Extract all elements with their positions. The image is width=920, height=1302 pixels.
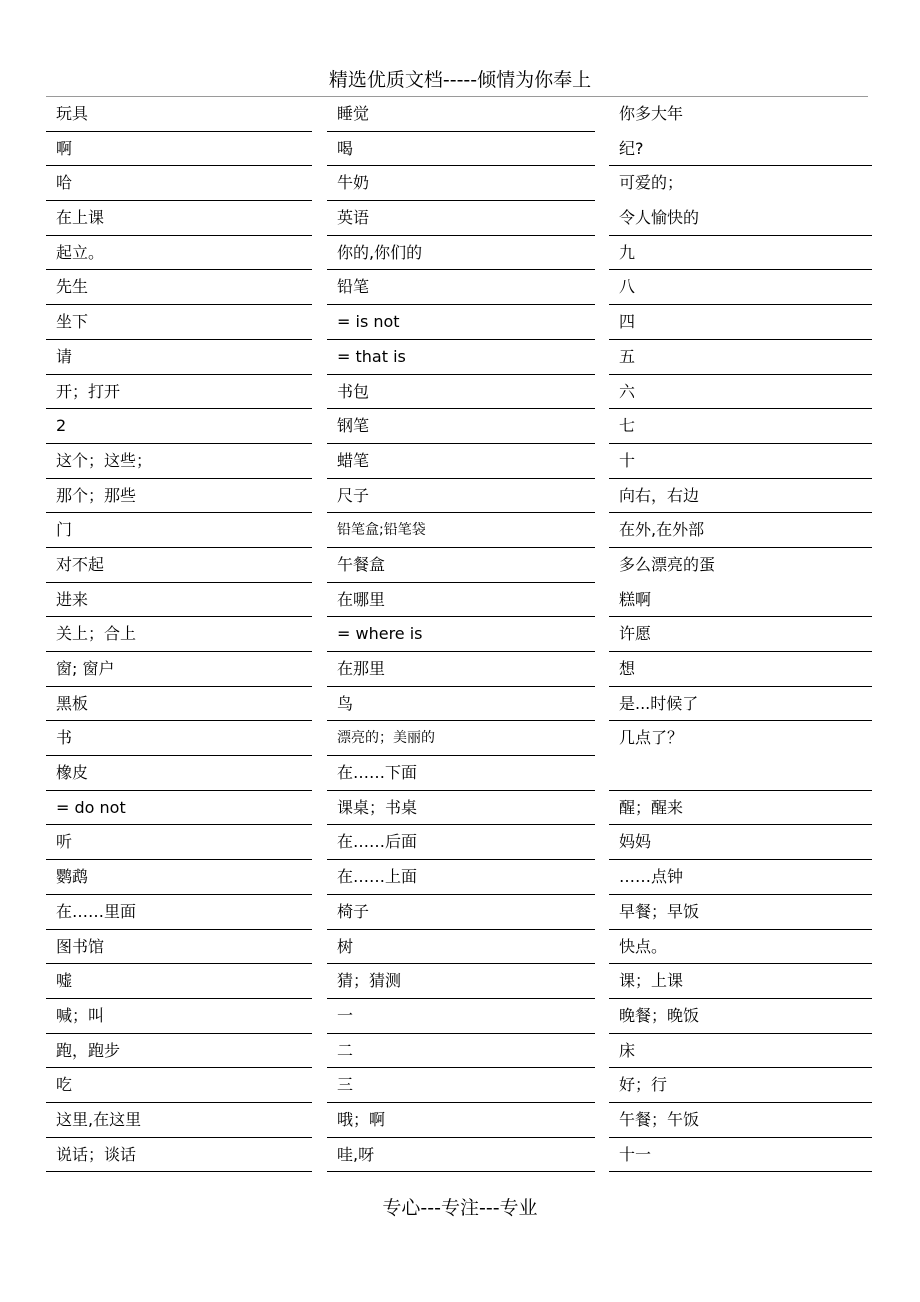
vocab-cell: 关上；合上 [46, 617, 312, 652]
vocab-cell: 哇,呀 [327, 1138, 595, 1173]
vocab-cell: 多么漂亮的蛋 [619, 554, 716, 574]
vocab-cell: 椅子 [327, 895, 595, 930]
vocab-cell: 蜡笔 [327, 444, 595, 479]
vocab-cell: 喝 [327, 132, 595, 167]
vocab-cell: 门 [46, 513, 312, 548]
vocab-cell: 铅笔 [327, 270, 595, 305]
vocab-cell: 树 [327, 930, 595, 965]
vocab-cell: 床 [609, 1034, 872, 1069]
vocab-cell: 纪? [609, 132, 872, 167]
vocab-cell: 先生 [46, 270, 312, 305]
vocab-cell: 鹦鹉 [46, 860, 312, 895]
vocab-cell: 午餐盒 [327, 548, 595, 583]
vocab-cell: 在……上面 [327, 860, 595, 895]
vocab-cell: 2 [46, 409, 312, 444]
vocab-cell: 开；打开 [46, 375, 312, 410]
vocab-cell: 在……下面 [327, 756, 595, 791]
vocab-column-1 [46, 97, 312, 1172]
vocab-cell: 进来 [46, 583, 312, 618]
vocab-cell: 在……里面 [46, 895, 312, 930]
vocab-cell: 糕啊 [609, 583, 872, 618]
vocab-cell: 钢笔 [327, 409, 595, 444]
vocab-cell: 课桌；书桌 [327, 791, 595, 826]
vocab-cell: 这个；这些； [46, 444, 312, 479]
vocab-cell: = where is [327, 617, 595, 652]
vocab-cell: 跑，跑步 [46, 1034, 312, 1069]
vocab-cell: 猜；猜测 [327, 964, 595, 999]
vocab-cell: 那个；那些 [46, 479, 312, 514]
vocab-cell: 想 [609, 652, 872, 687]
vocab-cell: 睡觉 [327, 97, 595, 132]
vocab-cell: 九 [609, 236, 872, 271]
vocab-cell: 可爱的； [619, 173, 684, 193]
vocab-cell: 漂亮的；美丽的 [327, 721, 595, 756]
vocab-cell: = do not [46, 791, 312, 826]
vocab-cell: 对不起 [46, 548, 312, 583]
vocab-cell: 吃 [46, 1068, 312, 1103]
vocab-cell: 你多大年 [619, 104, 684, 123]
vocab-cell: 一 [327, 999, 595, 1034]
vocab-cell: 向右，右边 [609, 479, 872, 514]
vocab-cell: 七 [609, 409, 872, 444]
vocab-cell: 说话；谈话 [46, 1138, 312, 1173]
vocab-cell: 好；行 [609, 1068, 872, 1103]
vocab-cell: 在……后面 [327, 825, 595, 860]
page-footer: 专心---专注---专业 [382, 1197, 538, 1219]
vocab-cell: 晚餐；晚饭 [609, 999, 872, 1034]
vocab-cell: 令人愉快的 [609, 201, 872, 236]
vocab-cell: 哈 [46, 166, 312, 201]
vocab-cell: 十 [609, 444, 872, 479]
vocab-cell: 英语 [327, 201, 595, 236]
vocab-cell: 请 [46, 340, 312, 375]
vocab-cell: 嘘 [46, 964, 312, 999]
vocab-column-3 [609, 97, 872, 1172]
vocab-cell: 图书馆 [46, 930, 312, 965]
vocab-cell: 十一 [609, 1138, 872, 1173]
vocab-cell: 三 [327, 1068, 595, 1103]
vocab-cell: 书包 [327, 375, 595, 410]
vocab-cell: 八 [609, 270, 872, 305]
vocab-cell: 几点了？ [609, 721, 872, 790]
vocab-cell: 午餐；午饭 [609, 1103, 872, 1138]
vocab-cell: 六 [609, 375, 872, 410]
vocab-cell: 牛奶 [327, 166, 595, 201]
vocab-cell: 在上课 [46, 201, 312, 236]
vocab-cell: 课；上课 [609, 964, 872, 999]
vocab-cell: 在哪里 [327, 583, 595, 618]
vocab-cell: 黑板 [46, 687, 312, 722]
vocab-cell: 喊；叫 [46, 999, 312, 1034]
vocab-cell: = that is [327, 340, 595, 375]
vocab-cell: 醒；醒来 [609, 791, 872, 826]
vocab-cell: 尺子 [327, 479, 595, 514]
vocab-cell: 啊 [46, 132, 312, 167]
vocab-cell: 哦；啊 [327, 1103, 595, 1138]
vocab-cell: 在外,在外部 [609, 513, 872, 548]
vocab-cell: 玩具 [46, 97, 312, 132]
vocab-cell: 二 [327, 1034, 595, 1069]
vocab-cell: 在那里 [327, 652, 595, 687]
vocab-cell: 早餐；早饭 [609, 895, 872, 930]
vocab-cell: 起立。 [46, 236, 312, 271]
vocab-cell: 窗; 窗户 [46, 652, 312, 687]
vocab-cell: 听 [46, 825, 312, 860]
vocab-cell: ……点钟 [609, 860, 872, 895]
vocab-column-2 [327, 97, 595, 1172]
page-header: 精选优质文档-----倾情为你奉上 [328, 69, 592, 91]
vocab-cell: 铅笔盒;铅笔袋 [327, 513, 595, 548]
vocab-cell: 是...时候了 [609, 687, 872, 722]
vocab-cell: 四 [609, 305, 872, 340]
vocab-cell: 你的,你们的 [327, 236, 595, 271]
vocab-cell: 这里,在这里 [46, 1103, 312, 1138]
vocab-cell: 快点。 [609, 930, 872, 965]
vocab-cell: 书 [46, 721, 312, 756]
vocab-cell: 许愿 [609, 617, 872, 652]
vocab-cell: 妈妈 [609, 825, 872, 860]
vocab-cell: 坐下 [46, 305, 312, 340]
vocab-cell: 鸟 [327, 687, 595, 722]
vocab-cell: 橡皮 [46, 756, 312, 791]
vocab-cell: = is not [327, 305, 595, 340]
vocab-cell: 五 [609, 340, 872, 375]
